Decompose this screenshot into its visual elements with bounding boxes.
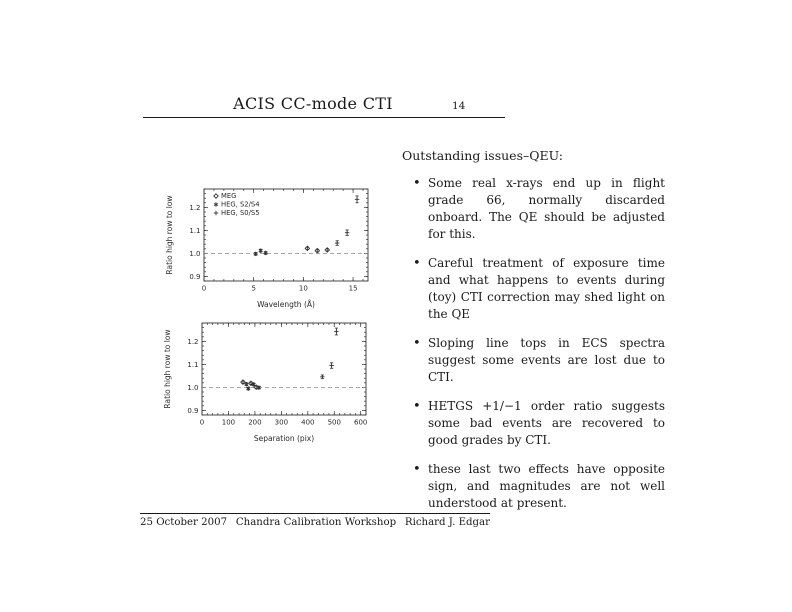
svg-text:0.9: 0.9 bbox=[187, 406, 199, 415]
bullet-item: • Sloping line tops in ECS spectra suggest some events are lost due to CTI. bbox=[428, 335, 665, 386]
slide-title: ACIS CC-mode CTI bbox=[233, 94, 393, 113]
svg-text:Separation (pix): Separation (pix) bbox=[253, 434, 315, 443]
separation-ratio-chart bbox=[161, 317, 373, 448]
svg-text:Wavelength (Å): Wavelength (Å) bbox=[257, 300, 315, 309]
svg-text:Ratio high row to low: Ratio high row to low bbox=[163, 329, 172, 409]
slide-footer bbox=[140, 517, 490, 528]
svg-text:1.1: 1.1 bbox=[187, 360, 199, 369]
separation-ratio-plot bbox=[161, 317, 373, 444]
bullet-item: • HETGS +1/−1 order ratio suggests some bad events are recovered to good grades by CTI. bbox=[428, 398, 665, 449]
bullet-list bbox=[402, 175, 666, 512]
svg-text:300: 300 bbox=[274, 418, 289, 427]
svg-text:400: 400 bbox=[301, 418, 315, 427]
footer-rule bbox=[140, 513, 490, 514]
wavelength-ratio-chart bbox=[163, 183, 375, 314]
svg-text:1.2: 1.2 bbox=[187, 337, 199, 346]
bullet-item: • Careful treatment of exposure time and what happens to events during (toy) CTI correction may shed light on the QE bbox=[428, 255, 665, 323]
wavelength-ratio-plot bbox=[163, 183, 375, 310]
bullet-item: • Some real x-rays end up in flight grade 66, normally discarded onboard. The QE should be adjusted for this. bbox=[428, 175, 665, 243]
svg-text:0: 0 bbox=[201, 284, 207, 293]
section-heading: Outstanding issues–QEU: bbox=[402, 148, 563, 163]
svg-text:100: 100 bbox=[221, 418, 236, 427]
svg-text:Ratio high row to low: Ratio high row to low bbox=[165, 195, 174, 275]
svg-text:HEG, S0/S5: HEG, S0/S5 bbox=[221, 209, 260, 217]
svg-text:600: 600 bbox=[354, 418, 368, 427]
svg-text:0: 0 bbox=[199, 418, 205, 427]
svg-text:10: 10 bbox=[298, 284, 308, 293]
bullet-item: • these last two effects have opposite sign, and magnitudes are not well understood at present. bbox=[428, 461, 665, 512]
svg-text:500: 500 bbox=[327, 418, 341, 427]
svg-text:15: 15 bbox=[348, 284, 358, 293]
svg-text:1.0: 1.0 bbox=[187, 383, 199, 392]
footer-author: Richard J. Edgar bbox=[404, 517, 490, 528]
svg-text:5: 5 bbox=[251, 284, 256, 293]
svg-text:1.1: 1.1 bbox=[189, 226, 201, 235]
svg-text:1.2: 1.2 bbox=[189, 203, 201, 212]
page-number: 14 bbox=[452, 100, 466, 112]
header-rule bbox=[143, 117, 505, 118]
footer-date: 25 October 2007 bbox=[140, 517, 228, 528]
svg-text:MEG: MEG bbox=[221, 192, 237, 200]
svg-text:1.0: 1.0 bbox=[189, 249, 201, 258]
svg-text:HEG, S2/S4: HEG, S2/S4 bbox=[221, 200, 260, 209]
svg-text:200: 200 bbox=[248, 418, 262, 427]
svg-text:0.9: 0.9 bbox=[189, 272, 201, 281]
text-column bbox=[402, 148, 666, 512]
footer-workshop: Chandra Calibration Workshop bbox=[235, 517, 397, 528]
